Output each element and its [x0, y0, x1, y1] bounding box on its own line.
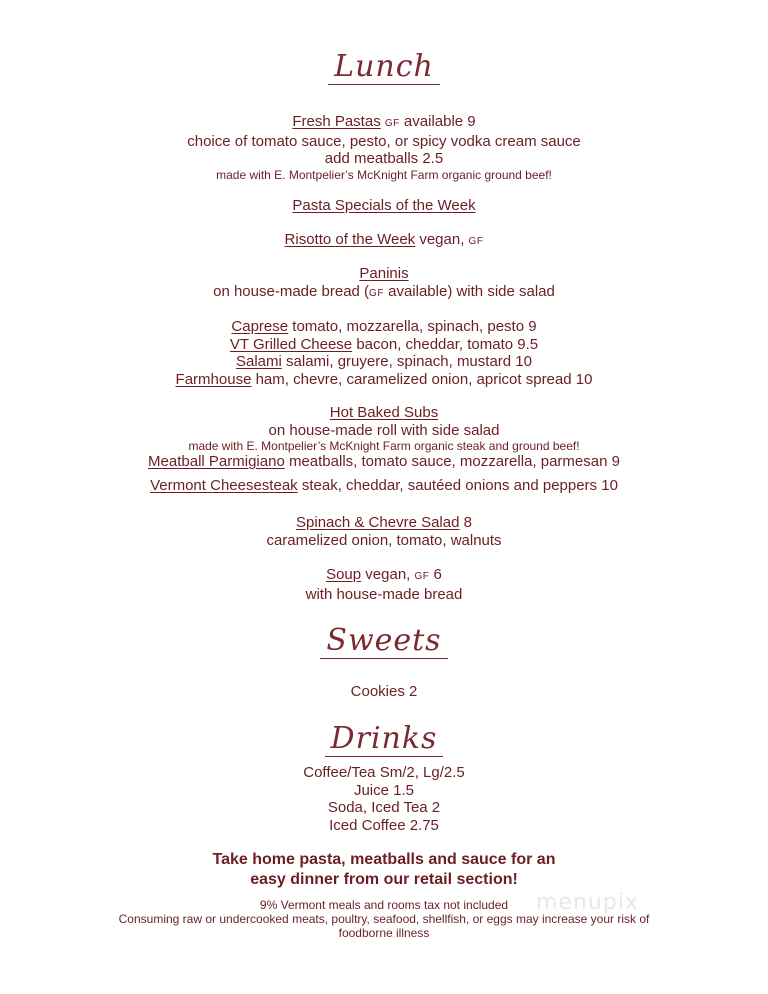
list-item: Coffee/Tea Sm/2, Lg/2.5 [303, 764, 465, 781]
paninis-gf: GF [369, 287, 384, 299]
fresh-pastas-note: made with E. Montpelier’s McKnight Farm organic ground beef! [216, 167, 552, 182]
list-item [0, 371, 768, 389]
list-item [0, 336, 768, 354]
list-item [0, 683, 768, 701]
risotto-name: Risotto of the Week [284, 231, 416, 248]
promo-line: easy dinner from our retail section! [250, 871, 518, 888]
salad-price: 8 [459, 514, 472, 531]
sweet-item: Cookies 2 [350, 683, 418, 700]
soup-name: Soup [326, 566, 362, 583]
subs-subtitle: on house-made roll with side salad [268, 421, 500, 439]
salad-name: Spinach & Chevre Salad [296, 514, 460, 531]
list-item [0, 477, 768, 495]
fresh-pastas-name: Fresh Pastas [292, 113, 381, 130]
retail-promo [0, 850, 768, 890]
fresh-pastas-availability: available 9 [399, 113, 476, 130]
menupix-watermark: menupix [536, 890, 639, 915]
footer-notes [0, 898, 768, 940]
consumption-warning-cont: foodborne illness [338, 926, 430, 940]
sub-desc: meatballs, tomato sauce, mozzarella, parmesan 9 [284, 453, 620, 470]
drinks-section-header [0, 722, 768, 757]
list-item [0, 318, 768, 336]
drinks-list [0, 764, 768, 834]
sweets-section-header [0, 624, 768, 659]
panini-name: Farmhouse [175, 370, 252, 388]
panini-desc: tomato, mozzarella, spinach, pesto 9 [288, 318, 537, 335]
sub-desc: steak, cheddar, sautéed onions and peppers 10 [297, 477, 618, 494]
list-item: Juice 1.5 [353, 781, 415, 799]
lunch-title: Lunch [328, 50, 440, 85]
paninis-header: Paninis [359, 265, 409, 282]
panini-name: Salami [236, 353, 282, 370]
soup-gf: GF [414, 571, 430, 582]
panini-desc: ham, chevre, caramelized onion, apricot spread 10 [251, 370, 593, 388]
drinks-title: Drinks [325, 722, 444, 757]
fresh-pastas-gf: GF [384, 118, 400, 129]
tax-note: 9% Vermont meals and rooms tax not included [259, 898, 509, 912]
pasta-specials-item [0, 197, 768, 215]
sub-name: Meatball Parmigiano [148, 453, 285, 470]
lunch-section-header [0, 50, 768, 85]
risotto-gf: GF [468, 236, 484, 247]
consumption-warning: Consuming raw or undercooked meats, poultry, seafood, shellfish, or eggs may increase your risk of [118, 912, 650, 926]
pasta-specials-name: Pasta Specials of the Week [292, 197, 476, 214]
fresh-pastas-addon: add meatballs 2.5 [324, 150, 444, 167]
paninis-subtitle: on house-made bread (GF available) with side salad [213, 282, 555, 300]
risotto-vegan: vegan, [415, 231, 469, 248]
salad-desc: caramelized onion, tomato, walnuts [266, 531, 502, 549]
panini-desc: salami, gruyere, spinach, mustard 10 [281, 353, 532, 370]
list-item [0, 453, 768, 471]
soup-vegan: vegan, [361, 566, 415, 583]
paninis-list [0, 318, 768, 388]
sweets-title: Sweets [320, 624, 447, 659]
subs-section [0, 404, 768, 453]
paninis-section [0, 265, 768, 302]
subs-header: Hot Baked Subs [329, 404, 439, 421]
soup-item [0, 566, 768, 603]
list-item: Iced Coffee 2.75 [329, 816, 439, 834]
sub-name: Vermont Cheesesteak [150, 477, 298, 494]
list-item [0, 353, 768, 371]
fresh-pastas-sauces: choice of tomato sauce, pesto, or spicy vodka cream sauce [187, 132, 581, 150]
list-item: Soda, Iced Tea 2 [327, 799, 441, 816]
salad-item [0, 514, 768, 549]
subs-note: made with E. Montpelier’s McKnight Farm organic steak and ground beef! [188, 439, 580, 453]
panini-desc: bacon, cheddar, tomato 9.5 [352, 335, 539, 353]
promo-line: Take home pasta, meatballs and sauce for an [212, 851, 556, 868]
fresh-pastas-item [0, 113, 768, 182]
soup-price: 6 [429, 566, 442, 583]
panini-name: Caprese [231, 318, 289, 335]
soup-desc: with house-made bread [305, 585, 463, 603]
risotto-item [0, 231, 768, 251]
panini-name: VT Grilled Cheese [229, 335, 353, 353]
